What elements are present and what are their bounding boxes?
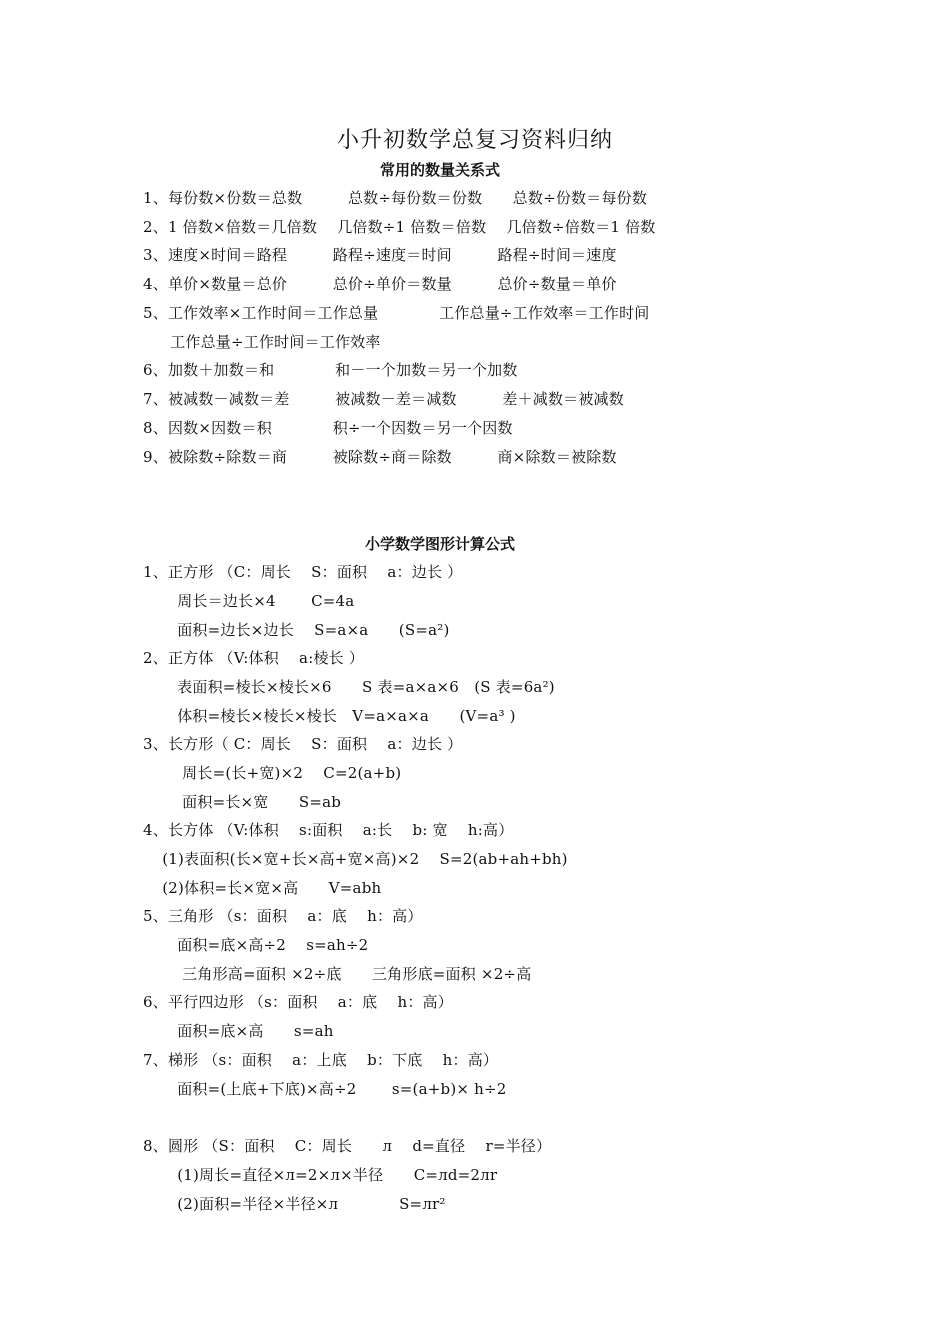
relation-line-9: 9、被除数÷除数＝商 被除数÷商＝除数 商×除数＝被除数 [143,448,617,466]
formula-circle-area: (2)面积=半径×半径×л S=лr² [162,1195,446,1213]
relation-line-3: 3、速度×时间＝路程 路程÷速度＝时间 路程÷时间＝速度 [143,246,617,264]
formula-cube-header: 2、正方体 （V:体积 a:棱长 ） [143,649,365,667]
relation-line-5: 5、工作效率×工作时间＝工作总量 工作总量÷工作效率＝工作时间 [143,304,650,322]
relation-line-2: 2、1 倍数×倍数＝几倍数 几倍数÷1 倍数＝倍数 几倍数÷倍数＝1 倍数 [143,218,656,236]
formula-triangle-height-base: 三角形高=面积 ×2÷底 三角形底=面积 ×2÷高 [162,965,532,983]
relation-line-8: 8、因数×因数＝积 积÷一个因数＝另一个因数 [143,419,513,437]
formula-parallelogram-header: 6、平行四边形 （s：面积 a：底 h：高） [143,993,453,1011]
formula-parallelogram-area: 面积=底×高 s=ah [162,1022,334,1040]
formula-cuboid-surface: (1)表面积(长×宽+长×高+宽×高)×2 S=2(ab+ah+bh) [147,850,568,868]
formula-cuboid-volume: (2)体积=长×宽×高 V=abh [147,879,382,897]
relation-line-4: 4、单价×数量＝总价 总价÷单价＝数量 总价÷数量＝单价 [143,275,617,293]
section-heading-quantity-relations: 常用的数量关系式 [379,161,500,179]
document-title: 小升初数学总复习资料归纳 [336,128,613,153]
relation-line-1: 1、每份数×份数＝总数 总数÷每份数＝份数 总数÷份数＝每份数 [143,189,648,207]
formula-cube-surface: 表面积=棱长×棱长×6 S 表=a×a×6 (S 表=6a²) [162,678,555,696]
section-heading-shape-formulas: 小学数学图形计算公式 [364,535,515,553]
formula-square-area: 面积=边长×边长 S=a×a (S=a²) [162,621,450,639]
formula-rectangle-perimeter: 周长=(长+宽)×2 C=2(a+b) [162,764,402,782]
formula-triangle-area: 面积=底×高÷2 s=ah÷2 [162,936,369,954]
formula-trapezoid-header: 7、梯形 （s：面积 a：上底 b：下底 h：高） [143,1051,499,1069]
formula-trapezoid-area: 面积=(上底+下底)×高÷2 s=(a+b)× h÷2 [162,1080,507,1098]
relation-line-6: 6、加数＋加数＝和 和－一个加数＝另一个加数 [143,361,518,379]
formula-cuboid-header: 4、长方体 （V:体积 s:面积 a:长 b: 宽 h:高） [143,821,514,839]
formula-rectangle-area: 面积=长×宽 S=ab [162,793,342,811]
relation-line-7: 7、被减数－减数＝差 被减数－差＝减数 差＋减数＝被减数 [143,390,624,408]
formula-rectangle-header: 3、长方形（ C：周长 S：面积 a：边长 ） [143,735,463,753]
formula-circle-perimeter: (1)周长=直径×л=2×л×半径 C=лd=2лr [162,1166,498,1184]
formula-square-header: 1、正方形 （C：周长 S：面积 a：边长 ） [143,563,463,581]
formula-cube-volume: 体积=棱长×棱长×棱长 V=a×a×a (V=a³ ) [162,707,516,725]
formula-triangle-header: 5、三角形 （s：面积 a：底 h：高） [143,907,423,925]
relation-line-5b: 工作总量÷工作时间＝工作效率 [155,333,381,351]
formula-square-perimeter: 周长＝边长×4 C=4a [162,592,355,610]
formula-circle-header: 8、圆形 （S：面积 C：周长 л d=直径 r=半径） [143,1137,552,1155]
